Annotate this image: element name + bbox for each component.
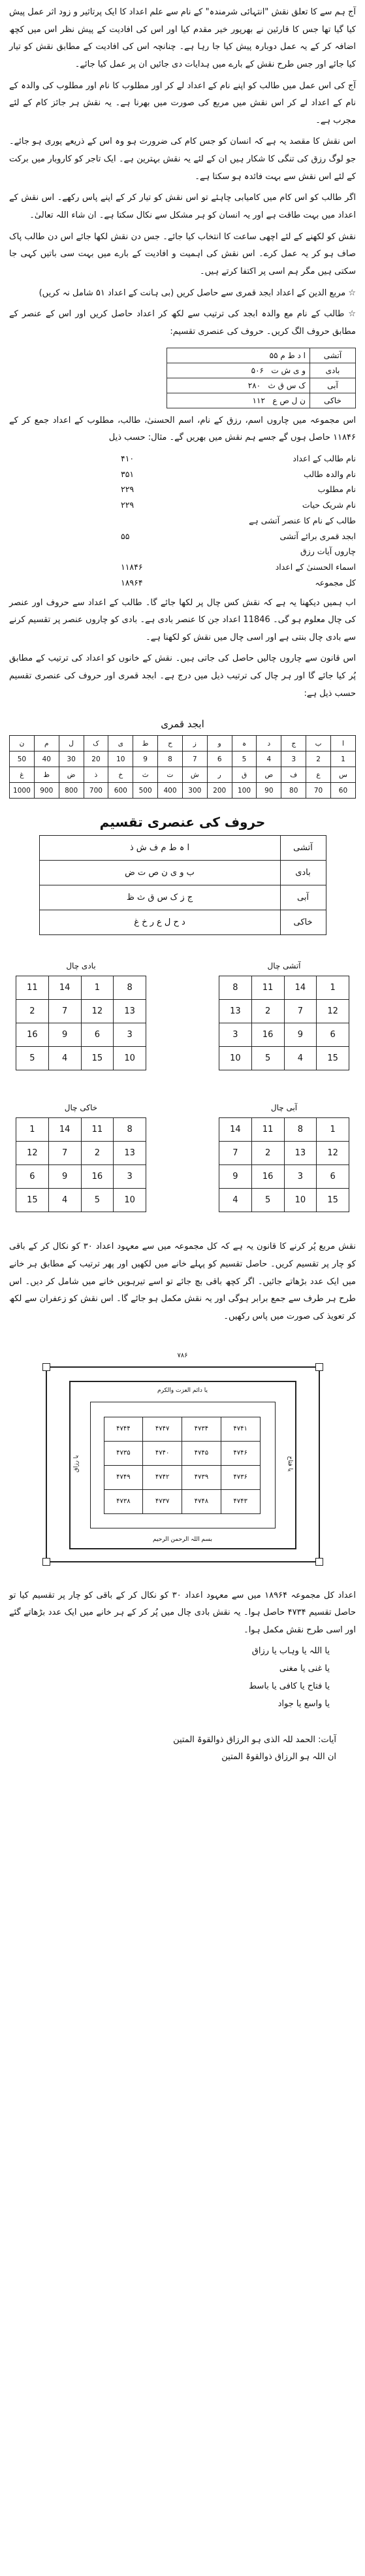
abjad-value: 300 xyxy=(182,783,207,799)
calc-row xyxy=(9,559,356,575)
element-name: خاکی xyxy=(280,910,326,935)
magic-square xyxy=(219,1117,349,1212)
square-cell: 3 xyxy=(114,1023,146,1047)
footer-list xyxy=(9,1642,356,1713)
abjad-value: 5 xyxy=(232,751,257,767)
table-row xyxy=(219,1165,349,1189)
square-block xyxy=(16,961,146,1070)
table-row xyxy=(104,1489,260,1513)
abjad-value: 40 xyxy=(34,751,59,767)
square-cell: 1 xyxy=(16,1118,49,1142)
corner-mark-icon xyxy=(42,1558,50,1566)
abjad-letter: ر xyxy=(207,767,232,783)
corner-mark-icon xyxy=(315,1363,323,1371)
abjad-value: 80 xyxy=(281,783,306,799)
square-cell: 12 xyxy=(16,1142,49,1165)
abjad-value: 500 xyxy=(133,783,158,799)
square-cell: 2 xyxy=(251,1000,284,1023)
abjad-letter: ی xyxy=(108,736,133,751)
signoff-line: ان اللہ ہو الرزاق ذوالقوۃ المتین xyxy=(221,1751,336,1762)
element-value: ا د ط م ۵۵ xyxy=(167,348,310,363)
calc-value: ۵۵ xyxy=(121,531,130,541)
magic-square xyxy=(16,976,146,1070)
table-row xyxy=(219,1142,349,1165)
abjad-value: 200 xyxy=(207,783,232,799)
table-row xyxy=(104,1441,260,1465)
element-letters: ن ل ص ع xyxy=(272,395,306,405)
calc-row xyxy=(9,575,356,591)
abjad-letter: ذ xyxy=(84,767,108,783)
amulet-cell: ۴۷۴۲ xyxy=(143,1465,182,1489)
calc-label: نام والدہ طالب xyxy=(303,469,356,479)
amulet-cell: ۴۷۴۳ xyxy=(221,1489,260,1513)
calc-label: چاروں آیات رزق xyxy=(300,546,356,557)
abjad-value: 2 xyxy=(306,751,331,767)
calc-row xyxy=(9,451,356,467)
calc-value: ۲۲۹ xyxy=(121,484,135,495)
square-cell: 9 xyxy=(48,1165,81,1189)
intro-paragraph: نقش کو لکھنے کے لئے اچھی ساعت کا انتخاب کیا جائے۔ جس دن نقش لکھا جائے اس دن طالب پاک صاف ہو کر یہ عمل کرے۔ اس نقش کی اہمیت و افادیت کے بارے میں بہت سی باتیں کہی جا سکتی ہیں مگر ہم اسی پر اکتفا کرتے ہیں۔ xyxy=(9,231,356,276)
square-cell: 4 xyxy=(219,1189,252,1212)
magic-square xyxy=(219,976,349,1070)
amulet-top-text: یا دائم العزت والکرم xyxy=(157,1387,208,1394)
square-cell: 3 xyxy=(219,1023,252,1047)
table-row xyxy=(16,1165,146,1189)
table-row xyxy=(16,1023,146,1047)
square-cell: 14 xyxy=(48,1118,81,1142)
square-cell: 8 xyxy=(284,1118,317,1142)
square-cell: 7 xyxy=(219,1142,252,1165)
abjad-value: 90 xyxy=(257,783,281,799)
square-cell: 2 xyxy=(16,1000,49,1023)
abjad-letter: ل xyxy=(59,736,84,751)
calc-label: نام شریک حیات xyxy=(302,500,356,510)
abjad-letter: غ xyxy=(10,767,35,783)
square-cell: 6 xyxy=(317,1165,349,1189)
amulet-cell: ۴۷۳۶ xyxy=(221,1465,260,1489)
amulet-cell: ۴۷۳۷ xyxy=(143,1489,182,1513)
table-row xyxy=(10,783,356,799)
square-cell: 10 xyxy=(219,1047,252,1070)
amulet-cell: ۴۷۳۴ xyxy=(182,1417,221,1441)
signoff xyxy=(9,1732,356,1766)
amulet-cell: ۴۷۴۵ xyxy=(182,1441,221,1465)
calc-value: ۱۱۸۴۶ xyxy=(121,562,143,572)
table-row xyxy=(39,885,326,910)
list-item: یا اللہ یا وہاب یا رزاق xyxy=(251,1645,330,1656)
rule-text: اس قانون سے چاروں چالیں حاصل کی جاتی ہیں۔ نقش کے خانوں کو اعداد کی ترتیب کے مطابق پُر کیا جائے گا اور ہر چال کی ترتیب ذیل میں درج ہے۔ ابجد قمری اور حروف کی عنصری تقسیم حسب ذیل ہے: xyxy=(9,653,356,699)
table-row xyxy=(16,1118,146,1142)
intro-paragraph: اگر طالب کو اس کام میں کامیابی چاہئے تو اس نقش کو تیار کر کے اپنے پاس رکھے۔ اس نقش کے اعداد میں بہت طاقت ہے اور یہ انسان کو ہر مشکل سے نکال سکتا ہے۔ ان شاء اللہ تعالیٰ۔ xyxy=(9,193,356,221)
abjad-value: 60 xyxy=(330,783,355,799)
square-title: خاکی چال xyxy=(64,1103,98,1113)
abjad-value: 700 xyxy=(84,783,108,799)
amulet-cell: ۴۷۳۵ xyxy=(104,1441,143,1465)
element-name: خاکی xyxy=(310,393,356,408)
amulet-middle-frame xyxy=(69,1381,296,1549)
square-cell: 12 xyxy=(81,1000,114,1023)
squares-text: نقش مربع پُر کرنے کا قانون یہ ہے کہ کل مجموعہ میں سے معہود اعداد ۳۰ کو نکال کر کے باقی کو چار پر تقسیم کریں۔ حاصل تقسیم کو پہلے خانے میں لکھیں اور پھر ترتیب کے مطابق ہر خانے میں ایک عدد بڑھاتے جائیں۔ اگر کچھ باقی بچ جائے تو اسے تیرہویں خانے میں شامل کر دیں۔ اس طرح ہر طرف سے جمع برابر ہوگی اور یہ نقش مکمل ہو جائے گا۔ اس نقش کو زعفران سے لکھ کر تعویذ کی صورت میں پاس رکھیں۔ xyxy=(9,1242,356,1321)
amulet-cell: ۴۷۳۸ xyxy=(104,1489,143,1513)
square-cell: 10 xyxy=(114,1189,146,1212)
amulet-grid xyxy=(104,1417,261,1514)
abjad-value: 30 xyxy=(59,751,84,767)
intro-paragraph: اس نقش کا مقصد یہ ہے کہ انسان کو جس کام کی ضرورت ہو وہ اس کے ذریعے پوری ہو جائے۔ جو لوگ رزق کی تنگی کا شکار ہیں ان کے لئے یہ نقش بہترین ہے۔ ایک تاجر کو کاروبار میں برکت کے لئے اس نقش سے بہت فائدہ ہو سکتا ہے۔ xyxy=(9,137,356,182)
abjad-letter: ض xyxy=(59,767,84,783)
abjad-value: 20 xyxy=(84,751,108,767)
squares-row-2 xyxy=(9,1103,356,1212)
abjad-value: 400 xyxy=(158,783,183,799)
square-cell: 12 xyxy=(317,1000,349,1023)
element-value: ۱۱۲ xyxy=(252,395,265,405)
list-item: یا فتاح یا کافی یا باسط xyxy=(249,1681,330,1692)
intro-text xyxy=(9,4,356,341)
abjad-letter: ق xyxy=(232,767,257,783)
calc-value: ۲۲۹ xyxy=(121,500,135,510)
element-value: ۲۸۰ xyxy=(247,380,261,390)
list-item: یا واسع یا جواد xyxy=(278,1699,330,1709)
table-row xyxy=(167,348,356,363)
amulet-cell: ۴۷۴۸ xyxy=(182,1489,221,1513)
element-letters: ا ہ ط م ف ش ذ xyxy=(39,836,280,861)
square-cell: 5 xyxy=(251,1047,284,1070)
table-row xyxy=(16,976,146,1000)
square-cell: 14 xyxy=(284,976,317,1000)
amulet-bottom-text: بسم اللہ الرحمن الرحیم xyxy=(153,1536,212,1543)
magic-square xyxy=(16,1117,146,1212)
element-letters: د ح ل ع ر خ غ xyxy=(39,910,280,935)
abjad-letter: ص xyxy=(257,767,281,783)
square-cell: 11 xyxy=(251,976,284,1000)
square-cell: 8 xyxy=(114,976,146,1000)
abjad-value: 4 xyxy=(257,751,281,767)
calc-row xyxy=(9,467,356,482)
element-letters: ب و ی ن ص ت ض xyxy=(39,861,280,885)
calc-value: ۳۵۱ xyxy=(121,469,135,479)
square-cell: 6 xyxy=(317,1023,349,1047)
table-row xyxy=(167,378,356,393)
amulet-cell: ۴۷۴۰ xyxy=(143,1441,182,1465)
calc-outro: اب ہمیں دیکھنا یہ ہے کہ نقش کس چال پر لکھا جائے گا۔ طالب کے اعداد سے حروف اور عنصر کی چال معلوم ہو گی۔ 11846 اعداد جن کا عنصر بادی ہے۔ بادی کو چاروں عنصر پر تقسیم کرنے سے بادی چال بنتی ہے اور اسی چال میں نقش کو لکھنا ہے۔ xyxy=(9,597,356,642)
square-cell: 13 xyxy=(114,1142,146,1165)
intro-paragraph: ☆ مربع الدین کے اعداد ابجد قمری سے حاصل کریں (بی ہانت کے اعداد ۵۱ شامل نہ کریں) xyxy=(39,288,356,298)
abjad-value: 70 xyxy=(306,783,331,799)
intro-paragraph: ☆ طالب کے نام مع والدہ ابجد کی ترتیب سے لکھ کر اعداد حاصل کریں اور اس کے عنصر کے مطابق حروف الگ کریں۔ حروف کی عنصری تقسیم: xyxy=(9,309,356,337)
abjad-letter: ث xyxy=(133,767,158,783)
square-cell: 7 xyxy=(48,1000,81,1023)
element-name: آبی xyxy=(280,885,326,910)
anasir-title: حروف کی عنصری تقسیم xyxy=(99,814,266,831)
element-value-table xyxy=(167,348,356,408)
calc-row xyxy=(9,513,356,529)
square-cell: 14 xyxy=(219,1118,252,1142)
calc-label: نام طالب کے اعداد xyxy=(293,453,356,463)
square-cell: 3 xyxy=(284,1165,317,1189)
list-item: یا غنی یا مغنی xyxy=(279,1663,330,1674)
square-cell: 7 xyxy=(48,1142,81,1165)
abjad-letter: ع xyxy=(306,767,331,783)
square-cell: 4 xyxy=(48,1189,81,1212)
table-row xyxy=(39,910,326,935)
amulet-cell: ۴۷۴۶ xyxy=(221,1441,260,1465)
amulet-cell: ۴۷۳۹ xyxy=(182,1465,221,1489)
amulet-cell: ۴۷۴۱ xyxy=(221,1417,260,1441)
abjad-letter: ب xyxy=(306,736,331,751)
square-cell: 4 xyxy=(284,1047,317,1070)
abjad-letter: خ xyxy=(108,767,133,783)
amulet-cell: ۴۷۴۹ xyxy=(104,1465,143,1489)
square-cell: 6 xyxy=(16,1165,49,1189)
table-row xyxy=(167,363,356,378)
calc-label: طالب کے نام کا عنصر آتشی ہے xyxy=(249,515,356,525)
abjad-letter: د xyxy=(257,736,281,751)
square-block xyxy=(219,961,349,1070)
square-cell: 9 xyxy=(284,1023,317,1047)
square-cell: 5 xyxy=(16,1047,49,1070)
calc-value: ۴۱۰ xyxy=(121,453,135,463)
square-cell: 13 xyxy=(219,1000,252,1023)
square-cell: 13 xyxy=(114,1000,146,1023)
amulet-cell: ۴۷۴۷ xyxy=(143,1417,182,1441)
element-letters: ج ز ک س ق ث ظ xyxy=(39,885,280,910)
signoff-line: آیات: الحمد للہ الذی ہو الرزاق ذوالقوۃ المتین xyxy=(173,1734,336,1745)
square-cell: 15 xyxy=(317,1189,349,1212)
square-cell: 15 xyxy=(317,1047,349,1070)
corner-mark-icon xyxy=(315,1558,323,1566)
abjad-letter: م xyxy=(34,736,59,751)
abjad-letter: ح xyxy=(158,736,183,751)
table-row xyxy=(219,1189,349,1212)
square-cell: 10 xyxy=(114,1047,146,1070)
element-value: ۵۰۶ xyxy=(251,365,264,375)
abjad-value: 6 xyxy=(207,751,232,767)
table-row xyxy=(219,1023,349,1047)
square-cell: 11 xyxy=(251,1118,284,1142)
abjad-value: 900 xyxy=(34,783,59,799)
square-cell: 13 xyxy=(284,1142,317,1165)
calc-intro: اس مجموعہ میں چاروں اسم، رزق کے نام، اسم الحسنیٰ، طالب، مطلوب کے اعداد جمع کر کے ۱۱۸۴۶ حاصل ہوں گے جسے ہم نقش میں بھریں گے۔ مثال: حسب ذیل xyxy=(9,415,356,443)
element-name: آبی xyxy=(310,378,356,393)
amulet-side-text: یا فتاح xyxy=(286,1455,293,1472)
abjad-letter: ط xyxy=(133,736,158,751)
amulet-diagram xyxy=(46,1352,320,1568)
square-title: بادی چال xyxy=(66,961,96,971)
intro-paragraph: آج ہم سے کا تعلق نقش "انتہائی شرمندہ" کے نام سے علم اعداد کا ایک پرتاثیر و زود اثر عمل پیش کیا گیا تھا جس کا قارئین نے بھرپور خیر مقدم کیا اور اس کی افادیت کے پیش نظر اس میں کچھ اضافہ کر کے یہ عمل دوبارہ پیش کیا جا رہا ہے۔ چنانچہ اس کی افادیت کے مطابق نقش کو تیار کیا جائے اور جس طرح نقش کے بارے میں ہدایات دی جائیں ان پر عمل کیا جائے۔ xyxy=(9,7,356,69)
table-row xyxy=(10,767,356,783)
square-cell: 6 xyxy=(81,1023,114,1047)
square-cell: 1 xyxy=(317,1118,349,1142)
square-block xyxy=(219,1103,349,1212)
abjad-letter: ظ xyxy=(34,767,59,783)
table-row xyxy=(219,1000,349,1023)
amulet-cell: ۴۷۴۴ xyxy=(104,1417,143,1441)
calc-value xyxy=(121,544,173,559)
square-title: آبی چال xyxy=(270,1103,298,1113)
square-cell: 15 xyxy=(81,1047,114,1070)
square-cell: 16 xyxy=(251,1165,284,1189)
square-block xyxy=(16,1103,146,1212)
table-row xyxy=(16,1142,146,1165)
abjad-letter: ف xyxy=(281,767,306,783)
calc-row xyxy=(9,482,356,497)
abjad-letter: ز xyxy=(182,736,207,751)
squares-row-1 xyxy=(9,961,356,1070)
closing-text: اعداد کل مجموعہ ۱۸۹۶۴ میں سے معہود اعداد ۳۰ کو نکال کر کے باقی کو چار پر تقسیم کیا تو حاصل تقسیم ۴۷۳۴ حاصل ہوا۔ یہ نقش بادی چال میں پُر کر کے ہر خانے میں ایک عدد بڑھاتے گئے اور اسی طرح نقش مکمل ہوا۔ xyxy=(9,1590,356,1635)
abjad-letter: ت xyxy=(158,767,183,783)
table-row xyxy=(16,1047,146,1070)
square-cell: 16 xyxy=(251,1023,284,1047)
amulet-top-number: ۷۸۶ xyxy=(177,1351,188,1359)
calc-list xyxy=(9,451,356,591)
element-letters: و ی ش ت xyxy=(271,365,306,375)
table-row xyxy=(219,1047,349,1070)
square-cell: 11 xyxy=(16,976,49,1000)
element-name: آتشی xyxy=(310,348,356,363)
calc-row xyxy=(9,544,356,559)
table-row xyxy=(10,751,356,767)
square-cell: 5 xyxy=(81,1189,114,1212)
square-cell: 8 xyxy=(219,976,252,1000)
amulet-inner-frame xyxy=(90,1402,276,1528)
abjad-value: 50 xyxy=(10,751,35,767)
table-row xyxy=(219,1118,349,1142)
abjad-value: 1 xyxy=(330,751,355,767)
square-cell: 11 xyxy=(81,1118,114,1142)
square-cell: 15 xyxy=(16,1189,49,1212)
square-cell: 9 xyxy=(48,1023,81,1047)
element-name: بادی xyxy=(310,363,356,378)
square-cell: 14 xyxy=(48,976,81,1000)
element-name: آتشی xyxy=(280,836,326,861)
square-cell: 7 xyxy=(284,1000,317,1023)
square-title: آتشی چال xyxy=(267,961,301,971)
abjad-letter: ہ xyxy=(232,736,257,751)
table-row xyxy=(10,736,356,751)
abjad-letter: ن xyxy=(10,736,35,751)
square-cell: 8 xyxy=(114,1118,146,1142)
square-cell: 1 xyxy=(317,976,349,1000)
square-cell: 3 xyxy=(114,1165,146,1189)
abjad-value: 600 xyxy=(108,783,133,799)
abjad-value: 9 xyxy=(133,751,158,767)
table-row xyxy=(16,1189,146,1212)
calc-value xyxy=(121,513,173,529)
amulet-side-text: یا رزاق xyxy=(72,1455,80,1472)
abjad-value: 10 xyxy=(108,751,133,767)
square-cell: 4 xyxy=(48,1047,81,1070)
square-cell: 1 xyxy=(81,976,114,1000)
table-row xyxy=(104,1465,260,1489)
abjad-value: 8 xyxy=(158,751,183,767)
abjad-value: 1000 xyxy=(10,783,35,799)
abjad-letter: ش xyxy=(182,767,207,783)
square-cell: 16 xyxy=(81,1165,114,1189)
abjad-letter: ج xyxy=(281,736,306,751)
anasir-table xyxy=(39,835,326,935)
calc-row xyxy=(9,497,356,513)
square-cell: 9 xyxy=(219,1165,252,1189)
abjad-title: ابجد قمری xyxy=(161,718,204,731)
abjad-value: 3 xyxy=(281,751,306,767)
abjad-letter: ک xyxy=(84,736,108,751)
square-cell: 12 xyxy=(317,1142,349,1165)
abjad-value: 100 xyxy=(232,783,257,799)
table-row xyxy=(39,836,326,861)
table-row xyxy=(104,1417,260,1441)
calc-label: نام مطلوب xyxy=(317,484,356,495)
abjad-value: 800 xyxy=(59,783,84,799)
element-name: بادی xyxy=(280,861,326,885)
calc-value: ۱۸۹۶۴ xyxy=(121,577,143,587)
intro-paragraph: آج کی اس عمل میں طالب کو اپنے نام کے اعداد لے کر اور مطلوب کا نام اور مطلوب کی والدہ کے نام کے اعداد لے کر اس نقش میں مربع کی صورت میں بھرنا ہے۔ یہ نقش ہر جائز کام کے لئے مجرب ہے۔ xyxy=(9,80,356,125)
square-cell: 5 xyxy=(251,1189,284,1212)
amulet-outer-frame xyxy=(46,1366,320,1562)
calc-label: ابجد قمری برائے آتشی xyxy=(279,531,356,541)
abjad-table xyxy=(9,735,356,799)
square-cell: 2 xyxy=(251,1142,284,1165)
abjad-letter: س xyxy=(330,767,355,783)
square-cell: 16 xyxy=(16,1023,49,1047)
square-cell: 10 xyxy=(284,1189,317,1212)
table-row xyxy=(16,1000,146,1023)
corner-mark-icon xyxy=(42,1363,50,1371)
table-row xyxy=(219,976,349,1000)
calc-label: اسماء الحسنیٰ کے اعداد xyxy=(275,562,356,572)
table-row xyxy=(167,393,356,408)
abjad-letter: ا xyxy=(330,736,355,751)
abjad-value: 7 xyxy=(182,751,207,767)
abjad-letter: و xyxy=(207,736,232,751)
table-row xyxy=(39,861,326,885)
element-letters: ک س ق ث xyxy=(268,380,306,390)
square-cell: 2 xyxy=(81,1142,114,1165)
calc-label: کل مجموعہ xyxy=(315,577,356,587)
calc-row xyxy=(9,529,356,544)
